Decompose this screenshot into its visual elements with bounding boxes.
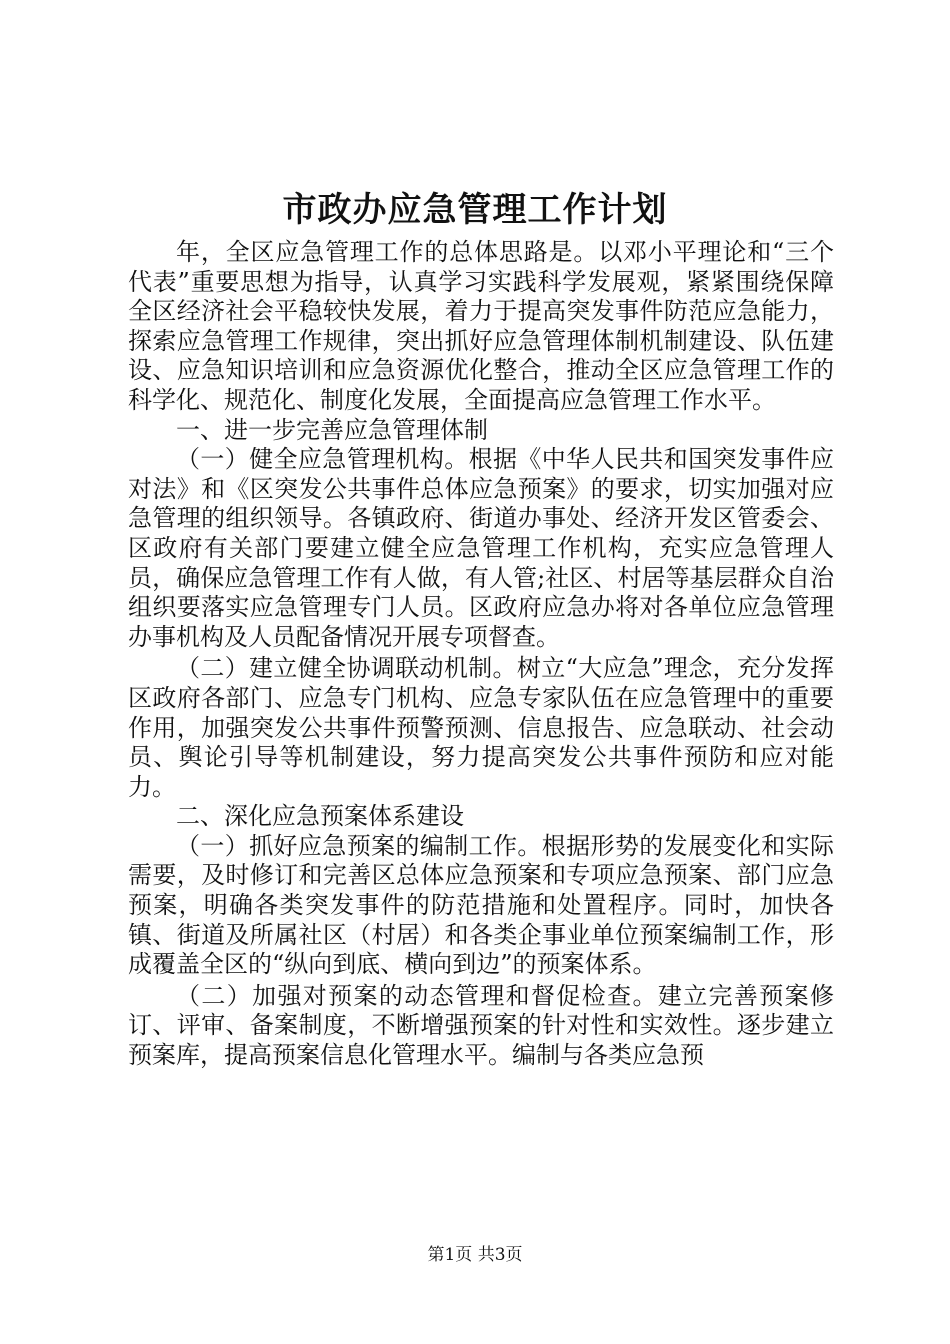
paragraph-2-2: （二）加强对预案的动态管理和督促检查。建立完善预案修订、评审、备案制度，不断增强预案的针对性和实效性。逐步建立预案库，提高预案信息化管理水平。编制与各类应急预: [128, 981, 834, 1070]
document-title: 市政办应急管理工作计划: [282, 190, 668, 230]
section-heading-1: 一、进一步完善应急管理体制: [176, 415, 488, 444]
page-footer: 第1页 共3页: [427, 1245, 523, 1265]
paragraph-1-1: （一）健全应急管理机构。根据《中华人民共和国突发事件应对法》和《区突发公共事件总体应急预案》的要求，切实加强对应急管理的组织领导。各镇政府、街道办事处、经济开发区管委会、区政府有关部门要建立健全应急管理工作机构，充实应急管理人员，确保应急管理工作有人做，有人管;社区、村居等基层群众自治组织要落实应急管理专门人员。区政府应急办将对各单位应急管理办事机构及人员配备情况开展专项督查。: [128, 445, 834, 651]
paragraph-1-2: （二）建立健全协调联动机制。树立“大应急”理念，充分发挥区政府各部门、应急专门机构、应急专家队伍在应急管理中的重要作用，加强突发公共事件预警预测、信息报告、应急联动、社会动员、舆论引导等机制建设，努力提高突发公共事件预防和应对能力。: [128, 654, 834, 801]
paragraph-2-1: （一）抓好应急预案的编制工作。根据形势的发展变化和实际需要，及时修订和完善区总体应急预案和专项应急预案、部门应急预案，明确各类突发事件的防范措施和处置程序。同时，加快各镇、街道及所属社区（村居）和各类企事业单位预案编制工作，形成覆盖全区的“纵向到底、横向到边”的预案体系。: [128, 831, 834, 979]
document-body: [128, 238, 834, 1071]
section-heading-2: 二、深化应急预案体系建设: [176, 802, 464, 831]
paragraph-intro: 年，全区应急管理工作的总体思路是。以邓小平理论和“三个代表”重要思想为指导，认真学习实践科学发展观，紧紧围绕保障全区经济社会平稳较快发展，着力于提高突发事件防范应急能力，探索应急管理工作规律，突出抓好应急管理体制机制建设、队伍建设、应急知识培训和应急资源优化整合，推动全区应急管理工作的科学化、规范化、制度化发展，全面提高应急管理工作水平。: [128, 238, 834, 414]
